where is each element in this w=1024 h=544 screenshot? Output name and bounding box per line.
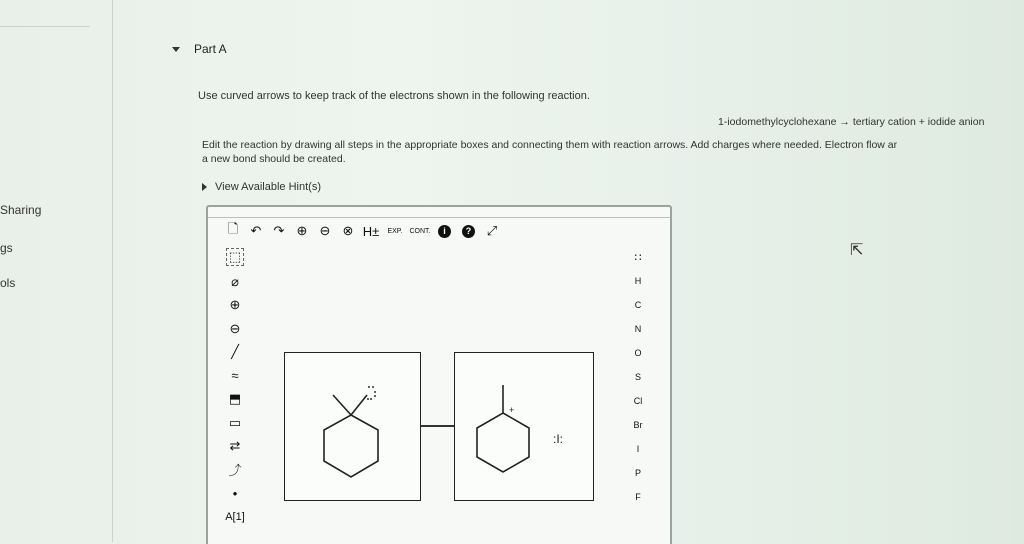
eraser-tool-icon[interactable]: ⌀	[231, 273, 239, 289]
problem-intro: Use curved arrows to keep track of the electrons shown in the following reaction.	[198, 90, 590, 102]
element-o-button[interactable]: O	[634, 348, 642, 358]
problem-instructions	[202, 138, 1024, 166]
course-sidebar	[0, 0, 113, 542]
contract-button[interactable]: CONT.	[409, 227, 431, 235]
view-hints-toggle[interactable]	[202, 181, 321, 193]
product-box[interactable]	[454, 352, 594, 501]
collapse-triangle-icon	[172, 47, 180, 52]
element-p-button[interactable]: P	[634, 468, 641, 478]
positive-charge-tool-icon[interactable]: ⊕	[229, 297, 241, 313]
template-tool-icon[interactable]: ⬒	[228, 391, 242, 407]
product-structure	[455, 353, 593, 500]
new-document-icon[interactable]: 🗋	[227, 221, 239, 236]
reactant-box[interactable]	[284, 352, 421, 501]
methyl-bond	[333, 395, 351, 415]
cyclohexane-ring	[324, 415, 378, 477]
element-palette	[628, 245, 648, 509]
drawing-editor[interactable]	[206, 205, 672, 544]
periodic-table-icon[interactable]: ∷	[634, 251, 642, 264]
negative-charge-tool-icon[interactable]: ⊖	[229, 320, 241, 336]
mouse-cursor-icon: ⇱	[850, 242, 864, 259]
fullscreen-icon[interactable]: ⤢	[486, 223, 498, 238]
cation-ring	[477, 413, 529, 472]
instructions-line-1: Edit the reaction by drawing all steps in the appropriate boxes and connecting them with reaction arrows. Add charges where needed. Electron flow ar	[202, 139, 898, 151]
element-h-button[interactable]: H	[634, 276, 642, 286]
part-a-label: Part A	[194, 42, 227, 56]
chain-tool-icon[interactable]: ≈	[231, 368, 239, 384]
zoom-in-icon[interactable]: ⊕	[296, 223, 308, 238]
hydrogens-toggle-button[interactable]: H±	[362, 223, 380, 239]
iodide-anion: :I:	[553, 432, 564, 446]
part-a-header[interactable]	[172, 42, 227, 56]
undo-icon[interactable]: ↶	[250, 223, 262, 238]
reaction-equation: 1-iodomethylcyclohexane → tertiary cation + iodide anion	[718, 116, 985, 128]
select-tool-icon[interactable]: ⬚	[226, 248, 244, 266]
expand-button[interactable]: EXP.	[387, 227, 403, 235]
element-c-button[interactable]: C	[634, 300, 642, 310]
sidebar-item-settings[interactable]: gs	[0, 241, 13, 255]
element-s-button[interactable]: S	[634, 372, 641, 382]
sidebar-item-tools[interactable]: ols	[0, 276, 16, 290]
editor-topbar	[208, 207, 670, 218]
element-n-button[interactable]: N	[634, 324, 642, 334]
reactant-structure	[285, 353, 420, 500]
electron-tool-icon[interactable]: •	[232, 485, 238, 501]
element-br-button[interactable]: Br	[633, 420, 643, 430]
curved-arrow-tool-icon[interactable]: ⤴	[228, 463, 242, 479]
editor-left-toolbar	[222, 245, 248, 529]
element-f-button[interactable]: F	[635, 492, 641, 502]
rectangle-tool-icon[interactable]: ▭	[228, 414, 242, 430]
ch2i-bond	[351, 395, 367, 415]
help-icon[interactable]: ?	[462, 225, 475, 238]
zoom-out-icon[interactable]: ⊖	[319, 223, 331, 238]
instructions-line-2: a new bond should be created.	[202, 153, 346, 165]
element-cl-button[interactable]: Cl	[633, 396, 643, 406]
element-i-button[interactable]: I	[636, 444, 640, 454]
single-bond-tool-icon[interactable]: ╱	[231, 344, 239, 360]
cation-charge: +	[509, 405, 515, 415]
sidebar-item-sharing[interactable]: Sharing	[0, 203, 42, 217]
info-icon[interactable]: i	[438, 225, 451, 238]
reaction-arrow-connector[interactable]	[421, 425, 454, 427]
reaction-arrow-tool-icon[interactable]: ⇄	[229, 438, 241, 454]
zoom-reset-icon[interactable]: ⊗	[342, 223, 354, 238]
expand-triangle-icon	[202, 183, 207, 191]
sidebar-divider	[0, 26, 90, 27]
editor-toolbar	[224, 221, 501, 241]
view-hints-label: View Available Hint(s)	[215, 181, 321, 193]
redo-icon[interactable]: ↷	[273, 223, 285, 238]
atom-label-tool-icon[interactable]: A[1]	[225, 510, 245, 523]
